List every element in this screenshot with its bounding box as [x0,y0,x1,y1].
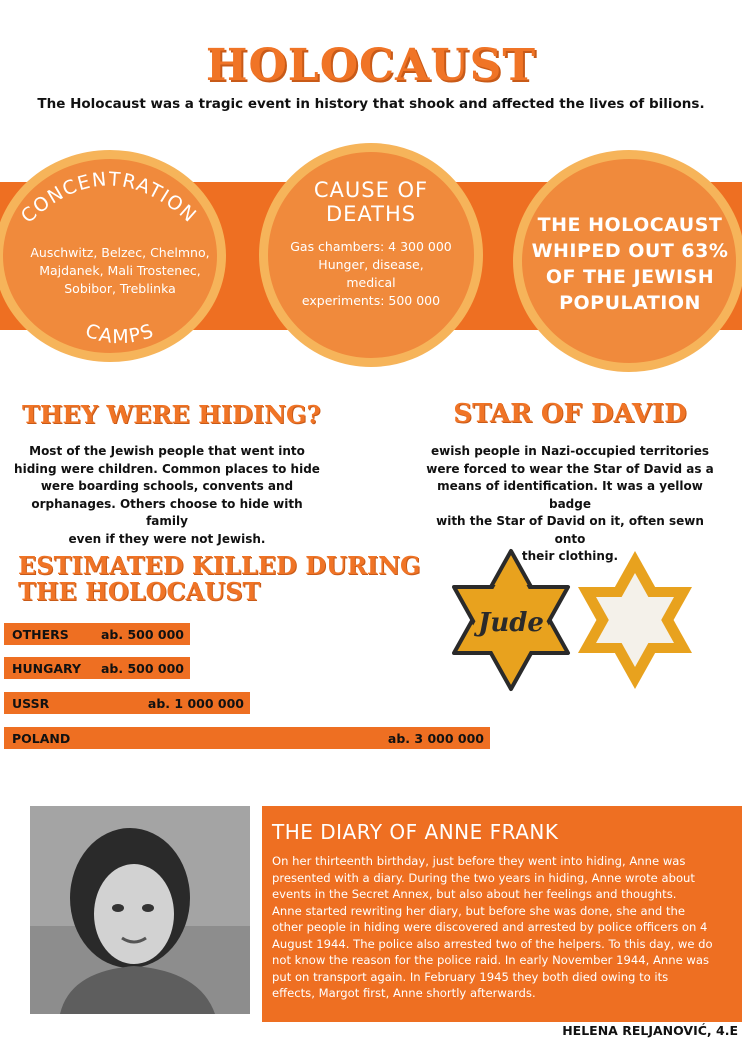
concentration-word: CONCENTRATION [16,168,202,228]
star-line: were forced to wear the Star of David as a [426,461,714,476]
bar-value: ab. 500 000 [100,626,184,642]
deaths-line: Hunger, disease, [318,257,424,272]
statistic-text [528,212,732,316]
bar-label: OTHERS [12,626,69,642]
camps-line: Auschwitz, Belzec, Chelmno, [30,245,210,260]
heading-line: THE HOLOCAUST [18,577,261,606]
bar-label: POLAND [12,730,71,746]
page-subtitle: The Holocaust was a tragic event in history that shook and affected the lives of bilions. [37,96,705,112]
diary-heading: THE DIARY OF ANNE FRANK [272,820,559,844]
camps-arc-title [60,317,180,357]
author-name: HELENA RELJANOVIĆ, 4.E [562,1023,738,1038]
deaths-line: Gas chambers: 4 300 000 [290,239,452,254]
bar-label: HUNGARY [12,660,82,676]
badge-text: Jude [478,608,544,638]
heading-line: DEATHS [325,202,417,226]
heading-line: CAUSE OF [313,178,429,202]
hiding-line: hiding were children. Common places to hide [14,461,320,476]
bar-label: USSR [12,695,50,711]
page-title: HOLOCAUST [205,40,537,91]
diary-line: effects, Margot first, Anne shortly afterwards. [272,986,536,1000]
stat-line: WHIPED OUT 63% [531,240,729,262]
cause-of-deaths-text [268,238,474,310]
star-of-david-heading: STAR OF DAVID [453,399,687,429]
svg-text:CAMPS [82,320,157,349]
bar-ussr [4,692,250,714]
diary-line: events in the Secret Annex, but also about her feelings and thoughts. [272,887,677,901]
bar-hungary [4,657,190,679]
camps-line: Sobibor, Treblinka [64,281,176,296]
diary-line: other people in hiding were discovered and arrested by police officers on 4 [272,920,708,934]
concentration-arc-title [14,158,204,228]
diary-paragraph [272,853,738,1002]
svg-text:CONCENTRATION [17,168,201,227]
deaths-line: medical [346,275,396,290]
star-line: ewish people in Nazi-occupied territories [431,444,709,458]
stat-line: THE HOLOCAUST [537,214,723,236]
camps-word: CAMPS [82,319,158,349]
star-line: means of identification. It was a yellow badge [437,479,703,511]
star-line: with the Star of David on it, often sewn onto [436,514,704,546]
diary-line: not know the reason for the police raid. In early November 1944, Anne was [272,953,710,967]
star-line: their clothing. [521,549,619,563]
hiding-paragraph [12,443,322,548]
deaths-line: experiments: 500 000 [301,293,441,308]
hiding-heading: THEY WERE HIDING? [22,400,321,429]
jude-star-badge-icon [446,545,576,695]
hiding-line: even if they were not Jewish. [68,531,266,546]
hiding-line: were boarding schools, convents and [40,479,294,493]
bar-value: ab. 3 000 000 [387,730,484,746]
star-badge-back-icon [570,545,700,695]
bar-poland [4,727,490,749]
hiding-line: Most of the Jewish people that went into [29,444,305,458]
camps-list [10,244,230,298]
bar-value: ab. 1 000 000 [147,695,244,711]
diary-line: On her thirteenth birthday, just before they went into hiding, Anne was [272,854,686,868]
estimated-killed-heading [18,553,421,605]
diary-line: Anne started rewriting her diary, but before she was done, she and the [272,903,686,918]
hiding-line: orphanages. Others choose to hide with family [31,496,303,528]
bar-others [4,623,190,645]
stat-line: POPULATION [559,292,701,314]
diary-line: presented with a diary. During the two years in hiding, Anne wrote about [272,870,695,885]
diary-line: put on transport again. In February 1945 they both died owing to its [272,969,669,984]
anne-frank-photo [30,806,250,1014]
camps-line: Majdanek, Mali Trostenec, [39,263,201,278]
heading-line: ESTIMATED KILLED DURING [18,551,421,580]
stat-line: OF THE JEWISH [545,266,715,288]
cause-of-deaths-heading [268,178,474,226]
diary-line: August 1944. The police also arrested two of the helpers. To this day, we do [272,936,713,951]
bar-value: ab. 500 000 [100,660,184,676]
